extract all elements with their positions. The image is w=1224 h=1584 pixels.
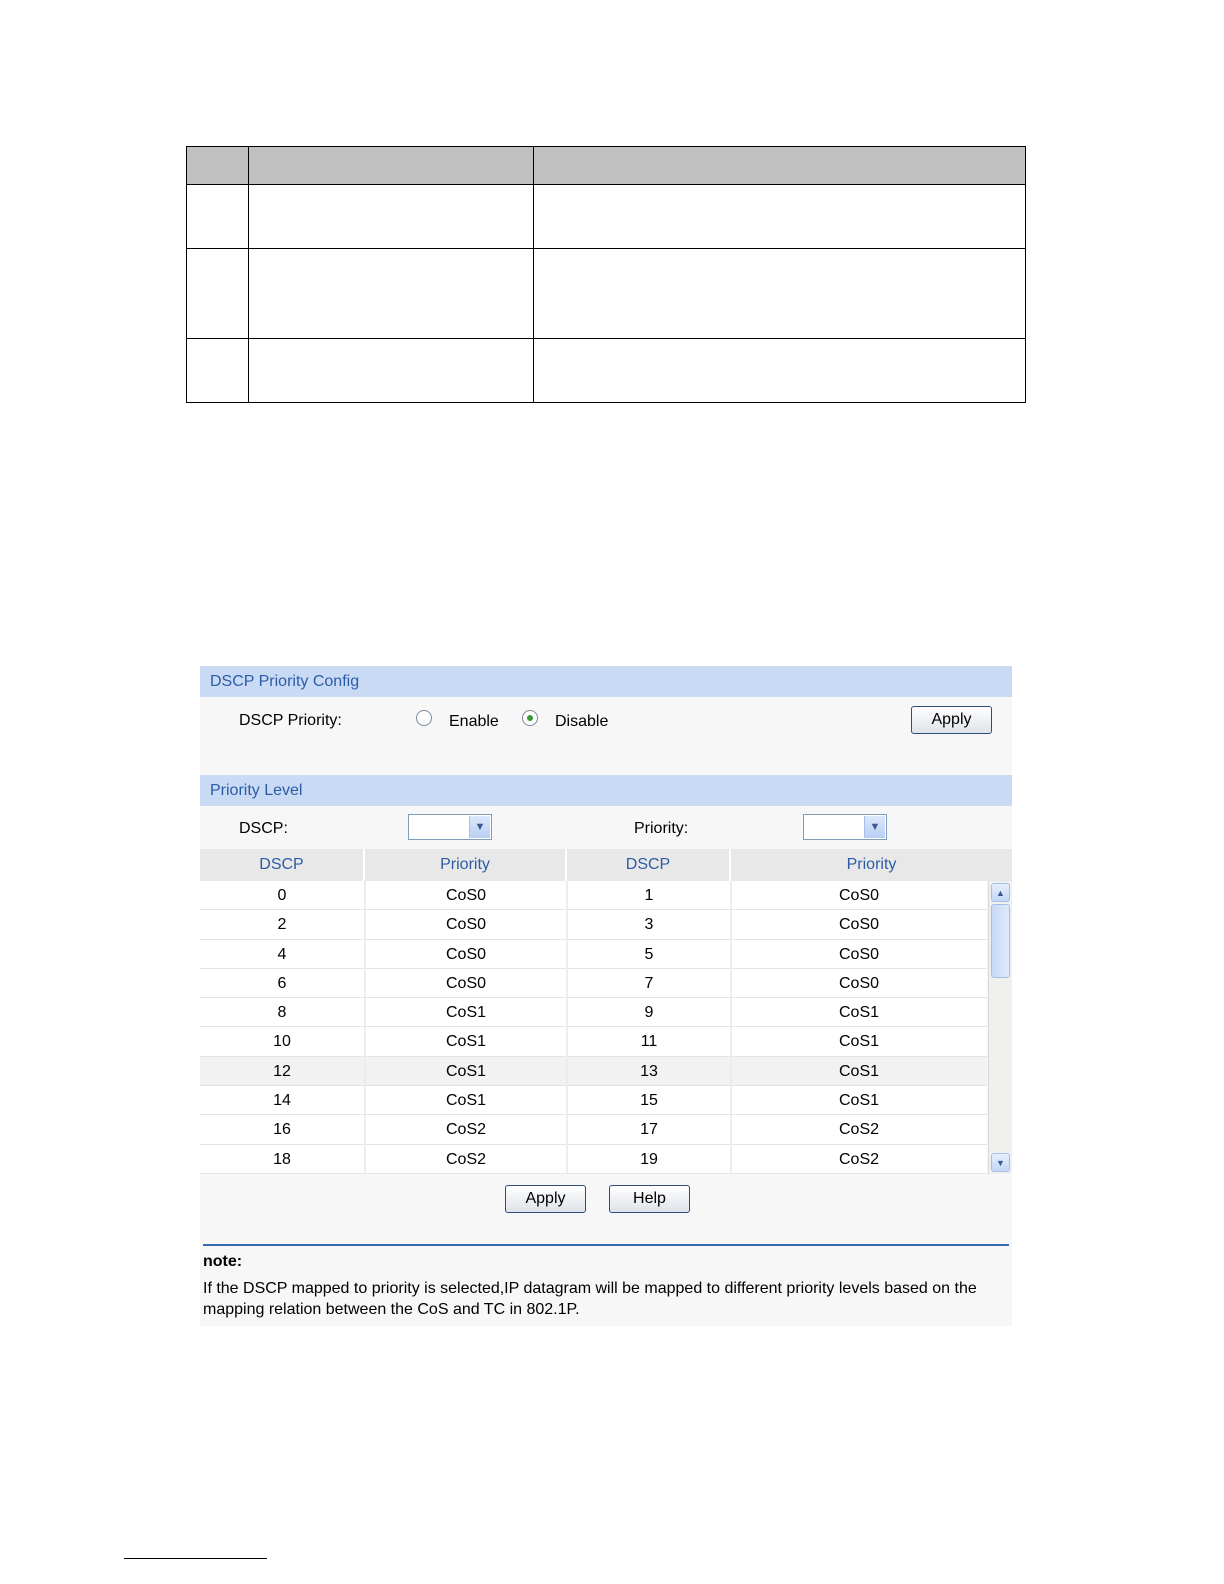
help-button[interactable]: Help (609, 1185, 690, 1213)
dscp-cell: 17 (640, 1121, 658, 1139)
footnote-separator (124, 1558, 267, 1559)
priority-filter-label: Priority: (634, 820, 689, 837)
dscp-cell: 13 (640, 1062, 658, 1080)
document-table-row (187, 185, 1026, 249)
header-priority[interactable]: Priority (365, 849, 567, 881)
table-row[interactable] (200, 969, 987, 998)
note-text: If the DSCP mapped to priority is selected,IP datagram will be mapped to different priority levels based on the mapping relation between the CoS and TC in 802.1P. (203, 1280, 977, 1318)
document-table-row (187, 249, 1026, 339)
dscp-select[interactable] (408, 814, 492, 840)
priority-cell: CoS0 (838, 974, 880, 992)
mapping-table-body (200, 881, 987, 1174)
priority-cell: CoS1 (445, 1062, 487, 1080)
config-apply-button[interactable]: Apply (911, 706, 992, 734)
dscp-priority-label: DSCP Priority: (239, 712, 342, 729)
disable-radio[interactable] (522, 710, 538, 726)
dscp-cell: 7 (644, 974, 654, 992)
dscp-cell: 0 (277, 887, 287, 904)
table-row[interactable] (200, 1086, 987, 1115)
config-section-title: DSCP Priority Config (200, 666, 1012, 697)
priority-level-section-title: Priority Level (200, 775, 1012, 806)
dscp-cell: 18 (273, 1150, 291, 1168)
dscp-cell: 19 (640, 1150, 658, 1168)
table-row[interactable] (200, 881, 987, 910)
priority-cell: CoS2 (445, 1150, 487, 1168)
document-table-header-row (187, 147, 1026, 185)
dscp-cell: 8 (277, 1004, 287, 1022)
scrollbar-thumb[interactable] (991, 904, 1010, 978)
header-dscp[interactable]: DSCP (200, 849, 365, 881)
priority-cell: CoS0 (838, 887, 880, 904)
note-title: note: (203, 1253, 243, 1270)
grid-header (200, 849, 1012, 881)
dscp-cell: 14 (273, 1092, 291, 1110)
priority-cell: CoS1 (838, 1062, 880, 1080)
table-row[interactable] (200, 998, 987, 1027)
priority-cell: CoS2 (445, 1121, 487, 1139)
priority-select[interactable] (803, 814, 887, 840)
header-priority-2[interactable]: Priority (846, 856, 897, 873)
priority-cell: CoS1 (445, 1033, 487, 1051)
scroll-up-icon[interactable]: ▲ (991, 883, 1010, 902)
priority-cell: CoS0 (445, 974, 487, 992)
disable-label[interactable]: Disable (555, 713, 609, 730)
dscp-cell: 2 (277, 916, 287, 934)
dscp-cell: 1 (644, 887, 654, 904)
enable-label[interactable]: Enable (449, 713, 499, 730)
note-divider (203, 1244, 1009, 1246)
priority-cell: CoS1 (838, 1004, 880, 1022)
dscp-priority-panel (200, 666, 1012, 1326)
dscp-cell: 15 (640, 1092, 658, 1110)
column-divider (730, 881, 732, 1174)
apply-button[interactable]: Apply (505, 1185, 586, 1213)
enable-radio[interactable] (416, 710, 432, 726)
priority-cell: CoS0 (838, 916, 880, 934)
table-row[interactable] (200, 1057, 987, 1086)
dscp-cell: 11 (640, 1033, 658, 1051)
dscp-cell: 5 (644, 945, 654, 963)
header-dscp-2[interactable]: DSCP (567, 849, 731, 881)
priority-cell: CoS1 (445, 1004, 487, 1022)
table-row[interactable] (200, 940, 987, 969)
document-table (186, 146, 1026, 403)
priority-cell: CoS2 (838, 1121, 880, 1139)
table-row[interactable] (200, 910, 987, 939)
scroll-down-icon[interactable]: ▼ (991, 1153, 1010, 1172)
document-table-row (187, 339, 1026, 403)
table-row[interactable] (200, 1115, 987, 1144)
table-row[interactable] (200, 1145, 987, 1174)
chevron-down-icon[interactable]: ▼ (864, 816, 885, 838)
dscp-cell: 16 (273, 1121, 291, 1139)
chevron-down-icon[interactable]: ▼ (469, 816, 490, 838)
table-scrollbar[interactable] (988, 881, 1012, 1174)
table-row[interactable] (200, 1027, 987, 1056)
priority-cell: CoS0 (445, 916, 487, 934)
dscp-cell: 6 (277, 974, 287, 992)
priority-cell: CoS0 (445, 887, 487, 904)
column-divider (566, 881, 568, 1174)
dscp-cell: 10 (273, 1033, 291, 1051)
priority-cell: CoS1 (838, 1092, 880, 1110)
priority-cell: CoS0 (838, 945, 880, 963)
column-divider (364, 881, 366, 1174)
priority-cell: CoS2 (838, 1150, 880, 1168)
priority-cell: CoS0 (445, 945, 487, 963)
priority-cell: CoS1 (838, 1033, 880, 1051)
priority-cell: CoS1 (445, 1092, 487, 1110)
dscp-cell: 3 (644, 916, 654, 934)
dscp-cell: 4 (277, 945, 287, 963)
dscp-cell: 12 (273, 1062, 291, 1080)
dscp-filter-label: DSCP: (239, 820, 288, 837)
dscp-cell: 9 (644, 1004, 654, 1022)
